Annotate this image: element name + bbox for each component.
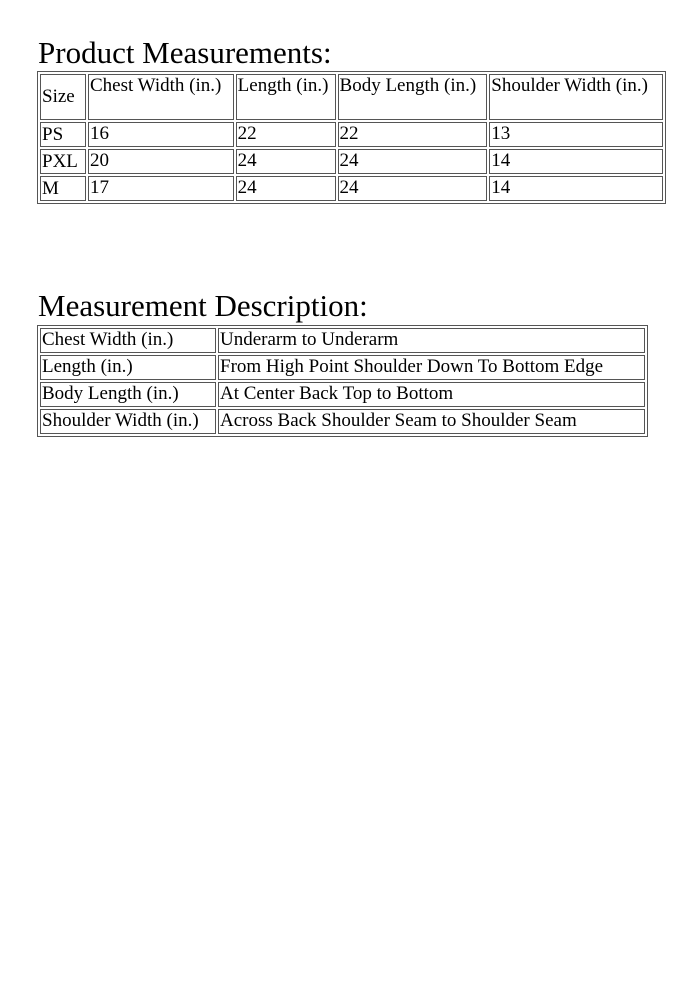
length-cell: 24 [236,149,336,174]
header-shoulder-width: Shoulder Width (in.) [489,74,663,120]
measurement-detail-cell: Underarm to Underarm [218,328,645,353]
table-header-row [40,74,663,120]
table-row [40,149,663,174]
body-length-cell: 22 [338,122,488,147]
product-measurements-title: Product Measurements: [38,35,332,70]
measurement-description-table [37,325,648,437]
measurement-term-cell: Length (in.) [40,355,216,380]
chest-width-cell: 16 [88,122,234,147]
table-row [40,176,663,201]
header-length: Length (in.) [236,74,336,120]
size-cell: M [40,176,86,201]
shoulder-width-cell: 14 [489,149,663,174]
size-cell: PS [40,122,86,147]
shoulder-width-cell: 13 [489,122,663,147]
body-length-cell: 24 [338,176,488,201]
chest-width-cell: 17 [88,176,234,201]
body-length-cell: 24 [338,149,488,174]
header-size: Size [40,74,86,120]
measurement-term-cell: Body Length (in.) [40,382,216,407]
measurement-detail-cell: From High Point Shoulder Down To Bottom Edge [218,355,645,380]
table-row [40,409,645,434]
measurement-detail-cell: At Center Back Top to Bottom [218,382,645,407]
measurement-term-cell: Chest Width (in.) [40,328,216,353]
measurement-term-cell: Shoulder Width (in.) [40,409,216,434]
table-row [40,328,645,353]
measurement-description-title: Measurement Description: [38,288,368,323]
header-body-length: Body Length (in.) [338,74,488,120]
table-row [40,122,663,147]
header-chest-width: Chest Width (in.) [88,74,234,120]
size-cell: PXL [40,149,86,174]
length-cell: 22 [236,122,336,147]
chest-width-cell: 20 [88,149,234,174]
shoulder-width-cell: 14 [489,176,663,201]
measurement-detail-cell: Across Back Shoulder Seam to Shoulder Seam [218,409,645,434]
product-measurements-table [37,71,666,204]
table-row [40,355,645,380]
table-row [40,382,645,407]
length-cell: 24 [236,176,336,201]
